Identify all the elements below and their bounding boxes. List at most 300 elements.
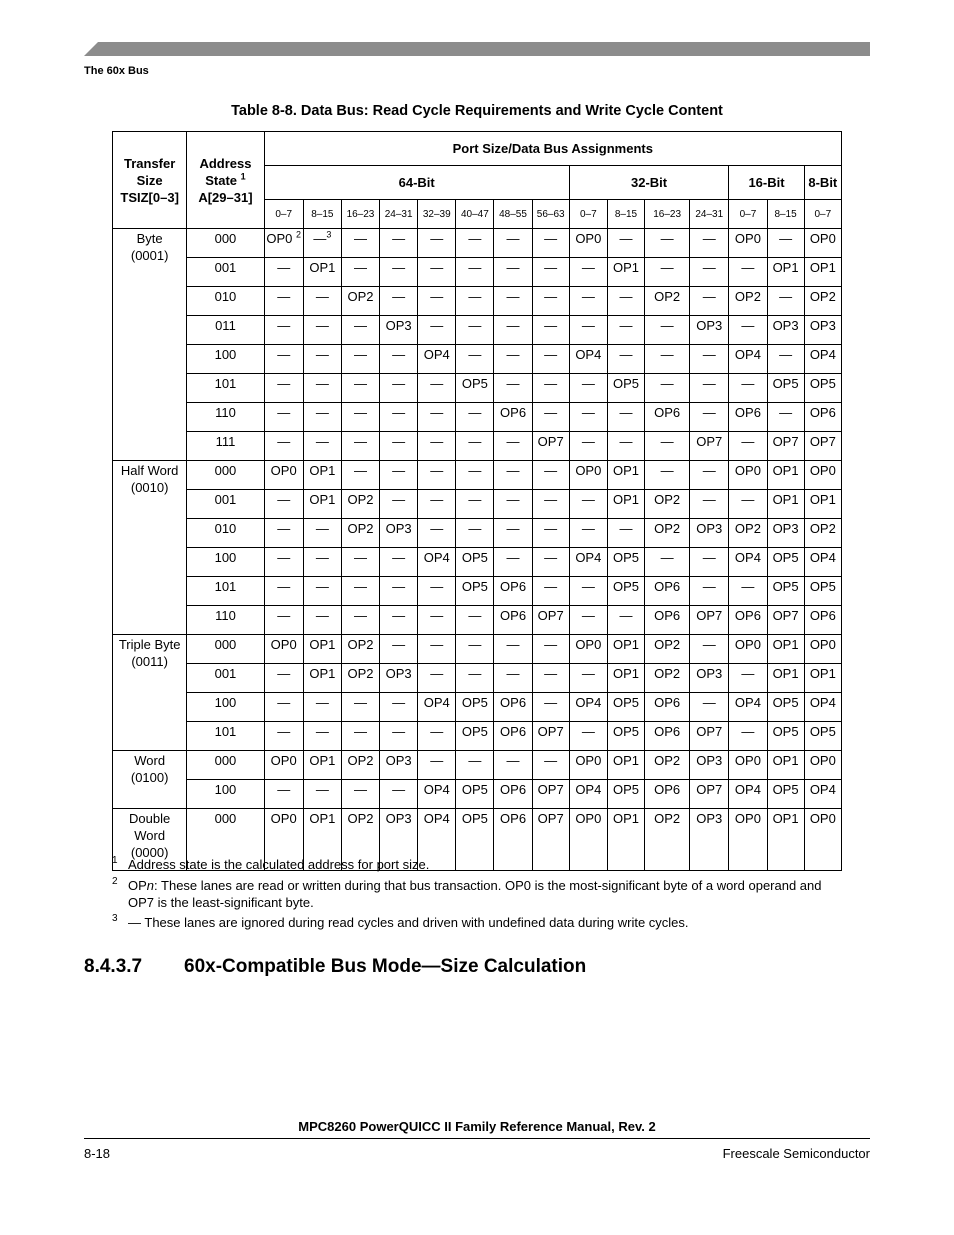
lane-cell: OP0: [729, 229, 767, 258]
lane-cell: OP6: [494, 693, 532, 722]
port-size-header: Port Size/Data Bus Assignments: [264, 132, 841, 166]
lane-cell: —: [690, 577, 729, 606]
lane-cell: —: [729, 374, 767, 403]
lane-cell: —: [532, 345, 569, 374]
lane-cell: —: [264, 722, 303, 751]
lane-cell: OP7: [532, 780, 569, 809]
lane-cell: —: [569, 490, 607, 519]
lane-cell: —: [690, 258, 729, 287]
lane-cell: —: [456, 519, 494, 548]
bit-range-header: 0–7: [804, 200, 841, 229]
transfer-size-cell: Triple Byte (0011): [113, 635, 187, 751]
lane-cell: —: [569, 606, 607, 635]
lane-cell: —: [418, 751, 456, 780]
address-cell: 101: [187, 577, 264, 606]
lane-cell: OP4: [804, 780, 841, 809]
lane-cell: —: [380, 693, 418, 722]
lane-cell: OP4: [418, 693, 456, 722]
lane-cell: OP2: [729, 519, 767, 548]
transfer-size-cell: Double Word (0000): [113, 809, 187, 871]
lane-cell: —: [607, 403, 644, 432]
lane-cell: —: [532, 316, 569, 345]
address-cell: 000: [187, 229, 264, 258]
group-16bit-header: 16-Bit: [729, 166, 804, 200]
lane-cell: —: [303, 287, 341, 316]
header-bar: [84, 42, 870, 56]
lane-cell: —: [380, 229, 418, 258]
lane-cell: OP5: [767, 722, 804, 751]
lane-cell: OP6: [645, 722, 690, 751]
lane-cell: —: [532, 664, 569, 693]
lane-cell: —: [341, 606, 379, 635]
lane-cell: OP6: [729, 403, 767, 432]
lane-cell: —: [607, 519, 644, 548]
lane-cell: OP3: [690, 809, 729, 871]
table-row: [113, 606, 842, 635]
lane-cell: OP1: [607, 635, 644, 664]
lane-cell: —: [607, 316, 644, 345]
lane-cell: OP0: [729, 809, 767, 871]
table-row: [113, 432, 842, 461]
lane-cell: —: [264, 577, 303, 606]
lane-cell: —: [607, 432, 644, 461]
lane-cell: —: [418, 490, 456, 519]
lane-cell: —: [380, 345, 418, 374]
lane-cell: —: [532, 577, 569, 606]
transfer-size-cell: Word (0100): [113, 751, 187, 809]
lane-cell: OP2: [645, 751, 690, 780]
lane-cell: OP7: [532, 722, 569, 751]
lane-cell: —: [341, 432, 379, 461]
lane-cell: OP0: [569, 229, 607, 258]
lane-cell: OP4: [729, 693, 767, 722]
lane-cell: —: [341, 577, 379, 606]
lane-cell: —: [303, 780, 341, 809]
lane-cell: OP7: [532, 432, 569, 461]
lane-cell: —: [380, 722, 418, 751]
lane-cell: —: [264, 403, 303, 432]
publisher: Freescale Semiconductor: [722, 1146, 870, 1161]
table-row: [113, 693, 842, 722]
lane-cell: OP3: [767, 519, 804, 548]
lane-cell: OP7: [532, 606, 569, 635]
lane-cell: —: [690, 693, 729, 722]
lane-cell: —: [380, 287, 418, 316]
lane-cell: —: [532, 287, 569, 316]
lane-cell: OP3: [690, 751, 729, 780]
lane-cell: —: [303, 374, 341, 403]
lane-cell: OP6: [494, 577, 532, 606]
lane-cell: —: [494, 461, 532, 490]
bit-range-header: 40–47: [456, 200, 494, 229]
address-cell: 110: [187, 606, 264, 635]
lane-cell: —: [303, 722, 341, 751]
address-cell: 100: [187, 780, 264, 809]
footnote-2: 2 OPn: These lanes are read or written during that bus transaction. OP0 is the most-significant byte of a word operand and OP7 is the least-significant byte.: [112, 876, 822, 910]
lane-cell: —: [607, 287, 644, 316]
lane-cell: OP0: [264, 809, 303, 871]
lane-cell: OP1: [767, 258, 804, 287]
lane-cell: —: [690, 461, 729, 490]
lane-cell: OP6: [729, 606, 767, 635]
lane-cell: OP0: [804, 809, 841, 871]
lane-cell: —: [729, 577, 767, 606]
lane-cell: OP4: [418, 345, 456, 374]
lane-cell: —: [303, 693, 341, 722]
lane-cell: —: [767, 345, 804, 374]
lane-cell: —: [418, 461, 456, 490]
lane-cell: OP3: [690, 316, 729, 345]
address-cell: 100: [187, 345, 264, 374]
lane-cell: —: [690, 229, 729, 258]
address-cell: 001: [187, 490, 264, 519]
footer-title: MPC8260 PowerQUICC II Family Reference Manual, Rev. 2: [298, 1119, 656, 1134]
table-row: [113, 780, 842, 809]
lane-cell: OP1: [303, 461, 341, 490]
lane-cell: —: [341, 722, 379, 751]
table-row: [113, 664, 842, 693]
lane-cell: —: [418, 374, 456, 403]
lane-cell: OP4: [569, 693, 607, 722]
lane-cell: —: [569, 577, 607, 606]
lane-cell: OP5: [607, 374, 644, 403]
lane-cell: OP3: [380, 751, 418, 780]
bit-range-header: 8–15: [607, 200, 644, 229]
lane-cell: —: [569, 664, 607, 693]
lane-cell: —: [380, 635, 418, 664]
lane-cell: OP2: [804, 519, 841, 548]
address-cell: 010: [187, 287, 264, 316]
lane-cell: OP7: [532, 809, 569, 871]
lane-cell: OP3: [380, 664, 418, 693]
lane-cell: —: [264, 258, 303, 287]
footnote-1: 1 Address state is the calculated address for port size.: [112, 855, 430, 872]
lane-cell: —: [380, 461, 418, 490]
lane-cell: OP1: [607, 664, 644, 693]
lane-cell: —: [607, 229, 644, 258]
address-cell: 000: [187, 635, 264, 664]
lane-cell: OP4: [569, 345, 607, 374]
lane-cell: OP0: [264, 635, 303, 664]
address-cell: 100: [187, 548, 264, 577]
lane-cell: —: [532, 403, 569, 432]
lane-cell: OP6: [494, 809, 532, 871]
bit-range-header: 0–7: [729, 200, 767, 229]
lane-cell: OP5: [804, 374, 841, 403]
lane-cell: —: [569, 287, 607, 316]
lane-cell: —: [569, 722, 607, 751]
lane-cell: —: [418, 664, 456, 693]
lane-cell: —: [341, 403, 379, 432]
footnote-ref: 2: [296, 229, 302, 240]
bit-range-header: 56–63: [532, 200, 569, 229]
lane-cell: —: [494, 432, 532, 461]
lane-cell: OP4: [804, 548, 841, 577]
lane-cell: OP1: [804, 490, 841, 519]
lane-cell: —: [607, 345, 644, 374]
lane-cell: —: [341, 345, 379, 374]
lane-cell: —: [456, 316, 494, 345]
lane-cell: —: [380, 606, 418, 635]
lane-cell: OP1: [607, 751, 644, 780]
transfer-size-cell: Half Word (0010): [113, 461, 187, 635]
lane-cell: OP5: [456, 374, 494, 403]
address-cell: 111: [187, 432, 264, 461]
lane-cell: OP6: [804, 606, 841, 635]
lane-cell: OP5: [767, 693, 804, 722]
lane-cell: OP5: [607, 722, 644, 751]
lane-cell: —: [645, 461, 690, 490]
lane-cell: —: [264, 606, 303, 635]
lane-cell: OP3: [767, 316, 804, 345]
lane-cell: —: [456, 664, 494, 693]
lane-cell: OP5: [607, 780, 644, 809]
footnote-3: 3 — These lanes are ignored during read cycles and driven with undefined data during write cycles.: [112, 913, 689, 930]
lane-cell: OP0: [569, 461, 607, 490]
lane-cell: —: [494, 229, 532, 258]
lane-cell: OP4: [804, 345, 841, 374]
lane-cell: —: [303, 577, 341, 606]
lane-cell: OP3: [690, 664, 729, 693]
lane-cell: —: [303, 606, 341, 635]
lane-cell: —: [456, 635, 494, 664]
lane-cell: OP1: [804, 258, 841, 287]
lane-cell: —: [729, 722, 767, 751]
lane-cell: OP1: [607, 809, 644, 871]
lane-cell: OP1: [607, 490, 644, 519]
lane-cell: OP1: [303, 635, 341, 664]
lane-cell: OP1: [767, 751, 804, 780]
address-cell: 100: [187, 693, 264, 722]
lane-cell: OP2: [645, 519, 690, 548]
lane-cell: —: [418, 635, 456, 664]
bit-range-header: 0–7: [569, 200, 607, 229]
lane-cell: OP0: [729, 461, 767, 490]
lane-cell: —: [264, 693, 303, 722]
bit-range-header: 16–23: [341, 200, 379, 229]
lane-cell: OP4: [418, 548, 456, 577]
lane-cell: OP0: [569, 635, 607, 664]
table-row: [113, 316, 842, 345]
lane-cell: —: [645, 548, 690, 577]
lane-cell: —: [569, 258, 607, 287]
lane-cell: —: [532, 693, 569, 722]
lane-cell: OP0: [729, 751, 767, 780]
lane-cell: OP6: [494, 780, 532, 809]
lane-cell: —: [341, 780, 379, 809]
lane-cell: —: [494, 664, 532, 693]
lane-cell: —: [494, 345, 532, 374]
group-64bit-header: 64-Bit: [264, 166, 569, 200]
lane-cell: —: [341, 258, 379, 287]
section-heading: [84, 956, 586, 978]
lane-cell: OP1: [767, 461, 804, 490]
lane-cell: OP2: [645, 490, 690, 519]
address-cell: 001: [187, 664, 264, 693]
lane-cell: —: [418, 722, 456, 751]
lane-cell: —: [690, 635, 729, 664]
bit-range-header: 16–23: [645, 200, 690, 229]
lane-cell: OP7: [690, 606, 729, 635]
lane-cell: —: [264, 519, 303, 548]
lane-cell: OP4: [729, 345, 767, 374]
lane-cell: OP0: [804, 461, 841, 490]
lane-cell: —: [645, 258, 690, 287]
lane-cell: OP5: [767, 780, 804, 809]
lane-cell: —: [264, 664, 303, 693]
lane-cell: OP4: [804, 693, 841, 722]
lane-cell: OP6: [804, 403, 841, 432]
lane-cell: —: [418, 577, 456, 606]
lane-cell: OP5: [804, 722, 841, 751]
lane-cell: OP5: [767, 577, 804, 606]
lane-cell: —: [729, 664, 767, 693]
table-row: [113, 258, 842, 287]
lane-cell: OP5: [456, 577, 494, 606]
table-row: [113, 403, 842, 432]
lane-cell: —: [380, 780, 418, 809]
lane-cell: —: [532, 461, 569, 490]
lane-cell: —: [532, 751, 569, 780]
lane-cell: OP5: [456, 809, 494, 871]
lane-cell: OP1: [303, 751, 341, 780]
lane-cell: OP5: [607, 548, 644, 577]
lane-cell: —: [418, 229, 456, 258]
lane-cell: —: [380, 432, 418, 461]
lane-cell: —: [690, 345, 729, 374]
lane-cell: —: [532, 490, 569, 519]
lane-cell: —: [645, 229, 690, 258]
lane-cell: —: [645, 316, 690, 345]
lane-cell: OP6: [645, 577, 690, 606]
lane-cell: OP0: [729, 635, 767, 664]
lane-cell: —: [767, 403, 804, 432]
lane-cell: —: [264, 490, 303, 519]
lane-cell: —: [532, 635, 569, 664]
lane-cell: —: [264, 780, 303, 809]
lane-cell: OP5: [607, 693, 644, 722]
lane-cell: —: [456, 606, 494, 635]
lane-cell: —: [607, 606, 644, 635]
lane-cell: OP6: [494, 606, 532, 635]
lane-cell: —: [341, 548, 379, 577]
table-row: [113, 548, 842, 577]
lane-cell: —: [380, 548, 418, 577]
table-row: [113, 751, 842, 780]
lane-cell: —: [729, 316, 767, 345]
table-row: [113, 519, 842, 548]
lane-cell: OP7: [690, 722, 729, 751]
lane-cell: —: [569, 432, 607, 461]
lane-cell: OP5: [804, 577, 841, 606]
lane-cell: OP2: [645, 664, 690, 693]
lane-cell: —: [303, 403, 341, 432]
lane-cell: OP0: [264, 461, 303, 490]
lane-cell: OP1: [607, 258, 644, 287]
lane-cell: —: [418, 606, 456, 635]
lane-cell: —: [418, 403, 456, 432]
lane-cell: OP1: [303, 664, 341, 693]
section-number: 8.4.3.7: [84, 956, 143, 977]
lane-cell: —: [456, 287, 494, 316]
lane-cell: OP1: [303, 490, 341, 519]
table-row: [113, 287, 842, 316]
lane-cell: —: [645, 374, 690, 403]
lane-cell: —: [569, 519, 607, 548]
lane-cell: —: [303, 519, 341, 548]
lane-cell: —: [380, 490, 418, 519]
data-bus-table: [112, 131, 842, 871]
lane-cell: —: [456, 345, 494, 374]
lane-cell: —: [456, 432, 494, 461]
lane-cell: —: [494, 374, 532, 403]
lane-cell: —: [569, 374, 607, 403]
lane-cell: —: [341, 316, 379, 345]
lane-cell: OP1: [767, 664, 804, 693]
lane-cell: —: [645, 432, 690, 461]
address-cell: 001: [187, 258, 264, 287]
lane-cell: OP2: [645, 635, 690, 664]
lane-cell: —: [303, 432, 341, 461]
lane-cell: —: [690, 403, 729, 432]
lane-cell: —: [690, 490, 729, 519]
lane-cell: —: [380, 403, 418, 432]
transfer-size-cell: Byte (0001): [113, 229, 187, 461]
lane-cell: —: [494, 751, 532, 780]
lane-cell: OP6: [645, 403, 690, 432]
lane-cell: —: [380, 258, 418, 287]
bit-range-header: 8–15: [767, 200, 804, 229]
lane-cell: —: [341, 374, 379, 403]
lane-cell: OP0: [804, 751, 841, 780]
lane-cell: OP0: [804, 229, 841, 258]
lane-cell: OP2: [341, 664, 379, 693]
lane-cell: OP0: [569, 809, 607, 871]
lane-cell: —: [645, 345, 690, 374]
lane-cell: OP3: [380, 809, 418, 871]
lane-cell: OP1: [767, 809, 804, 871]
lane-cell: OP6: [494, 403, 532, 432]
lane-cell: OP2: [341, 809, 379, 871]
group-32bit-header: 32-Bit: [569, 166, 729, 200]
page-number: 8-18: [84, 1146, 111, 1161]
lane-cell: —: [380, 577, 418, 606]
lane-cell: —: [456, 490, 494, 519]
lane-cell: OP7: [804, 432, 841, 461]
lane-cell: —: [690, 374, 729, 403]
lane-cell: —: [494, 287, 532, 316]
lane-cell: OP4: [729, 780, 767, 809]
lane-cell: —: [456, 751, 494, 780]
lane-cell: —: [569, 403, 607, 432]
lane-cell: —: [303, 345, 341, 374]
lane-cell: OP6: [494, 722, 532, 751]
lane-cell: —: [494, 548, 532, 577]
table-row: [113, 490, 842, 519]
lane-cell: OP5: [767, 374, 804, 403]
bit-range-header: 48–55: [494, 200, 532, 229]
address-cell: 101: [187, 722, 264, 751]
address-cell: 000: [187, 751, 264, 780]
table-row: [113, 345, 842, 374]
lane-cell: OP2: [341, 635, 379, 664]
bit-range-header: 32–39: [418, 200, 456, 229]
lane-cell: —: [418, 432, 456, 461]
bit-range-header: 24–31: [380, 200, 418, 229]
lane-cell: —$^3$: [303, 229, 341, 258]
bit-range-header: 0–7: [264, 200, 303, 229]
lane-cell: OP4: [418, 809, 456, 871]
